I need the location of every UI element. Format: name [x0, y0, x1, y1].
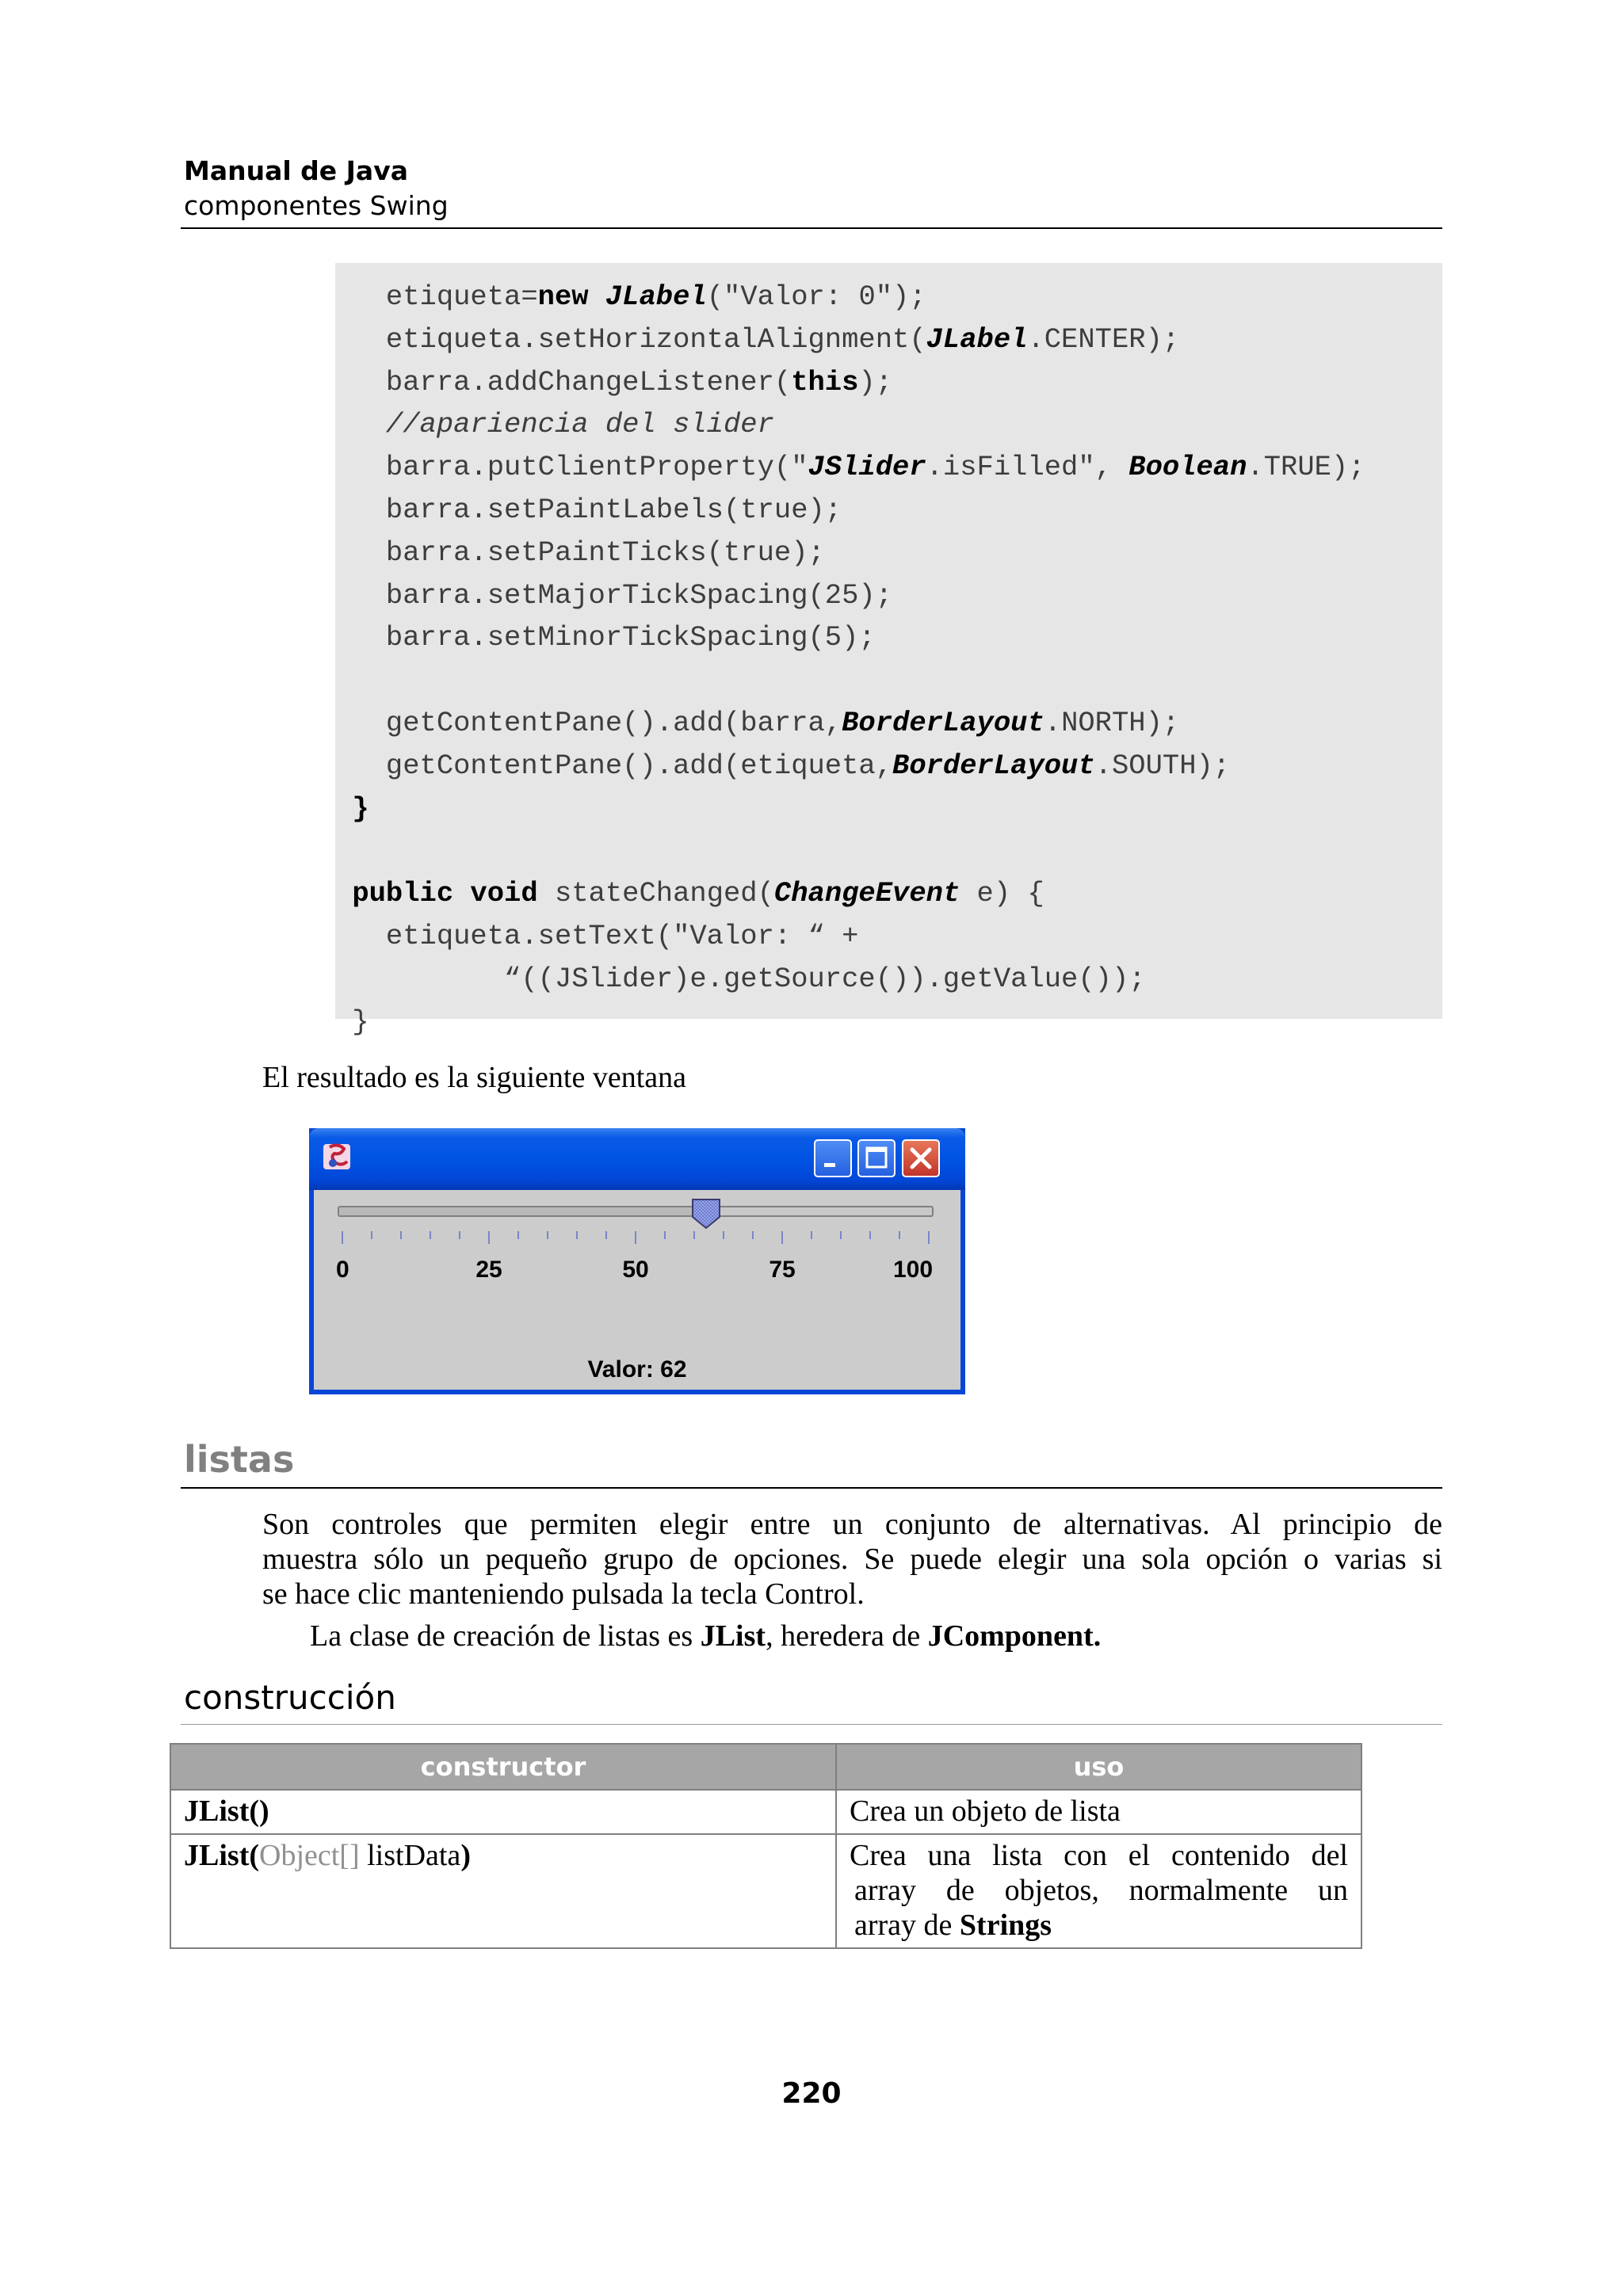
header-constructor: constructor — [170, 1744, 836, 1790]
major-tick — [781, 1231, 783, 1244]
minor-tick — [400, 1231, 402, 1239]
subsection-title: construcción — [184, 1678, 396, 1717]
code-line: } — [335, 1005, 369, 1038]
minor-tick — [840, 1231, 842, 1239]
minor-tick — [517, 1231, 519, 1239]
minor-tick — [371, 1231, 372, 1239]
minor-tick — [752, 1231, 754, 1239]
code-line: etiqueta.setText("Valor: “ + — [335, 920, 859, 952]
slider-thumb[interactable] — [691, 1198, 721, 1230]
value-label: Valor: 62 — [587, 1356, 687, 1383]
code-line: barra.putClientProperty("JSlider.isFilled", Boolean.TRUE); — [335, 451, 1365, 484]
minor-tick — [899, 1231, 900, 1239]
maximize-icon — [859, 1141, 894, 1176]
code-line: getContentPane().add(etiqueta,BorderLayout.SOUTH); — [335, 749, 1231, 782]
code-line: } — [352, 791, 369, 825]
app-window-screenshot — [309, 1128, 965, 1394]
paragraph-line: Son controles que permiten elegir entre un conjunto de alternativas. Al principio de — [262, 1508, 1442, 1541]
section-title: listas — [184, 1438, 295, 1481]
tick-label: 100 — [892, 1257, 934, 1283]
window-content — [314, 1190, 960, 1390]
slider-track[interactable] — [338, 1206, 934, 1217]
code-line: etiqueta=new JLabel("Valor: 0"); — [335, 280, 926, 313]
tick-label: 50 — [622, 1257, 649, 1283]
header-rule — [181, 227, 1442, 229]
cell-uso: Crea un objeto de lista — [836, 1790, 1361, 1834]
major-tick — [342, 1231, 343, 1244]
cell-uso: Crea una lista con el contenido del array de objetos, normalmente un array de Strings — [836, 1834, 1361, 1948]
window-titlebar — [309, 1128, 965, 1190]
code-line: getContentPane().add(barra,BorderLayout.NORTH); — [335, 707, 1180, 739]
maximize-button[interactable] — [857, 1139, 896, 1177]
minor-tick — [459, 1231, 460, 1239]
code-line: barra.addChangeListener(this); — [335, 365, 893, 399]
cell-constructor: JList() — [170, 1790, 836, 1834]
paragraph-line: muestra sólo un pequeño grupo de opciones. Se puede elegir una sola opción o varias si — [262, 1543, 1442, 1576]
tick-label: 25 — [475, 1257, 502, 1283]
minimize-button[interactable] — [814, 1139, 852, 1177]
paragraph-line: se hace clic manteniendo pulsada la tecla Control. — [262, 1577, 865, 1611]
minor-tick — [693, 1231, 695, 1239]
minor-tick — [664, 1231, 666, 1239]
header-title: Manual de Java — [184, 155, 408, 186]
minor-tick — [547, 1231, 548, 1239]
code-line: barra.setMinorTickSpacing(5); — [335, 621, 876, 654]
code-line: barra.setPaintLabels(true); — [335, 494, 842, 526]
major-tick — [928, 1231, 930, 1244]
section-rule — [181, 1487, 1442, 1489]
slider-fill — [339, 1207, 707, 1215]
tick-label: 75 — [769, 1257, 796, 1283]
class-name-jcomponent: JComponent. — [927, 1619, 1102, 1653]
code-line: //apariencia del slider — [335, 408, 774, 441]
code-line: “((JSlider)e.getSource()).getValue()); — [335, 962, 1146, 995]
header-subtitle: componentes Swing — [184, 190, 449, 221]
minor-tick — [811, 1231, 812, 1239]
minor-tick — [576, 1231, 578, 1239]
close-icon — [903, 1141, 938, 1176]
code-block — [335, 263, 1442, 1038]
code-line: barra.setPaintTicks(true); — [335, 536, 825, 569]
class-name-jlist: JList — [700, 1619, 766, 1653]
paragraph-jlist: La clase de creación de listas es JList, heredera de JComponent. — [310, 1619, 1102, 1653]
code-line: etiqueta.setHorizontalAlignment(JLabel.CENTER); — [335, 322, 1180, 356]
intro-text: El resultado es la siguiente ventana — [262, 1061, 686, 1094]
major-tick — [635, 1231, 636, 1244]
tick-label: 0 — [336, 1257, 349, 1283]
minimize-icon — [815, 1141, 850, 1176]
header-uso: uso — [836, 1744, 1361, 1790]
constructor-table — [170, 1743, 1362, 1949]
code-line: barra.setMajorTickSpacing(25); — [335, 578, 893, 612]
code-line: public void stateChanged(ChangeEvent e) { — [352, 877, 1044, 910]
minor-tick — [869, 1231, 871, 1239]
major-tick — [488, 1231, 490, 1244]
page-number: 220 — [781, 2077, 842, 2110]
minor-tick — [723, 1231, 724, 1239]
table-row — [170, 1790, 1361, 1834]
minor-tick — [605, 1231, 607, 1239]
subsection-rule — [181, 1724, 1442, 1725]
java-app-icon — [322, 1139, 353, 1174]
cell-constructor: JList(Object[] listData) — [170, 1834, 836, 1948]
table-row — [170, 1834, 1361, 1948]
close-button[interactable] — [902, 1139, 940, 1177]
minor-tick — [430, 1231, 431, 1239]
table-header-row — [170, 1744, 1361, 1790]
